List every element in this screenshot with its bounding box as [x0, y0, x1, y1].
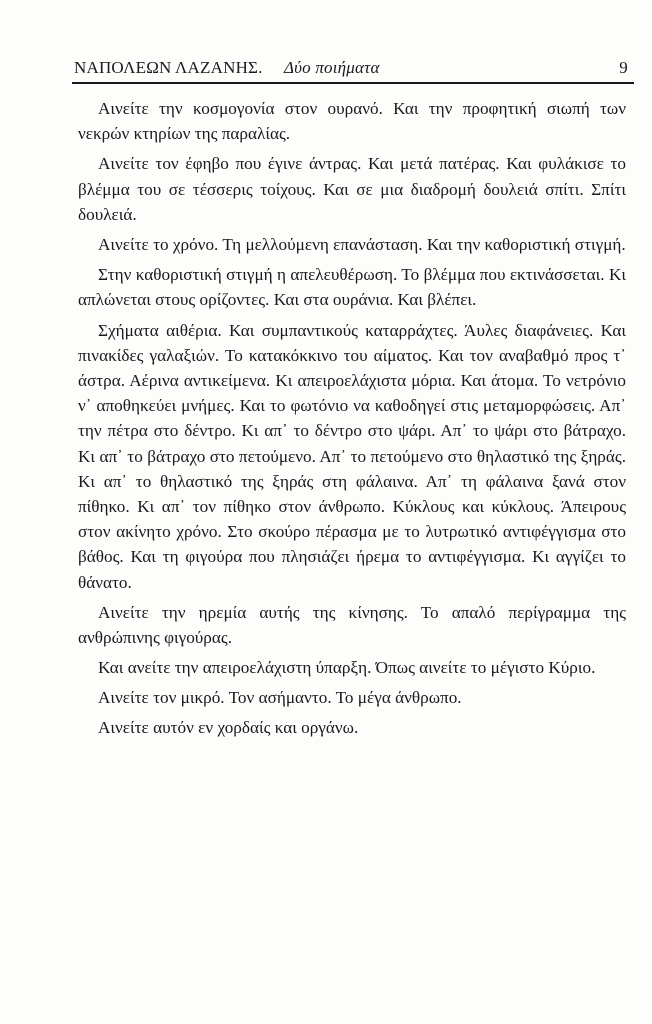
poem-body	[78, 96, 626, 744]
header-author: ΝΑΠΟΛΕΩΝ ΛΑΖΑΝΗΣ.	[74, 58, 263, 77]
paragraph: Αινείτε τον έφηβο που έγινε άντρας. Και μετά πατέρας. Και φυλάκισε το βλέμμα του σε τέσσερις τοίχους. Και σε μια διαδρομή δουλειά σπίτι. Σπίτι δουλειά.	[78, 154, 626, 224]
running-header	[72, 56, 634, 84]
paragraph: Σχήματα αιθέρια. Και συμπαντικούς καταρράχτες. Άυλες διαφάνειες. Και πινακίδες γαλαξιών. Το κατακόκκινο του αίματος. Και τον αναβαθμό προς τ᾽ άστρα. Αέρινα αντικείμενα. Κι απειροελάχιστα μόρια. Και άτομα. Το νετρόνιο ν᾽ αποθηκεύει μνήμες. Και το φωτόνιο να καθοδηγεί στις μεταμορφώσεις. Απ᾽ την πέτρα στο δέντρο. Κι απ᾽ το δέντρο στο ψάρι. Απ᾽ το ψάρι στο βάτραχο. Κι απ᾽ το βάτραχο στο πετούμενο. Απ᾽ το πετούμενο στο θηλαστικό της ξηράς. Κι απ᾽ το θηλαστικό της ξηράς στη φάλαινα. Απ᾽ τη φάλαινα ξανά στον πίθηκο. Κι απ᾽ τον πίθηκο στον άνθρωπο. Κύκλους και κύκλους. Άπειρους στον ακίνητο χρόνο. Στο σκούρο πέρασμα με το λυτρωτικό αντιφέγγισμα στο βάθος. Και τη φιγούρα που πλησιάζει ήρεμα το αντιφέγγισμα. Κι αγγίζει το θάνατο.	[78, 320, 626, 592]
paragraph: Αινείτε τον μικρό. Τον ασήμαντο. Το μέγα άνθρωπο.	[98, 688, 462, 708]
paragraph: Στην καθοριστική στιγμή η απελευθέρωση. Το βλέμμα που εκτινάσσεται. Κι απλώνεται στους ορίζοντες. Και στα ουράνια. Και βλέπει.	[78, 265, 626, 310]
header-title: Δύο ποιήματα	[284, 58, 380, 77]
paragraph: Αινείτε το χρόνο. Τη μελλούμενη επανάσταση. Και την καθοριστική στιγμή.	[98, 235, 626, 255]
paragraph: Και ανείτε την απειροελάχιστη ύπαρξη. Όπως αινείτε το μέγιστο Κύριο.	[98, 658, 596, 678]
paragraph: Αινείτε αυτόν εν χορδαίς και οργάνω.	[98, 717, 359, 737]
page-number: 9	[619, 58, 628, 77]
paragraph: Αινείτε την ηρεμία αυτής της κίνησης. Το απαλό περίγραμμα της ανθρώπινης φιγούρας.	[78, 602, 626, 648]
paragraph: Αινείτε την κοσμογονία στον ουρανό. Και την προφητική σιωπή των νεκρών κτηρίων της παραλίας.	[78, 99, 626, 144]
